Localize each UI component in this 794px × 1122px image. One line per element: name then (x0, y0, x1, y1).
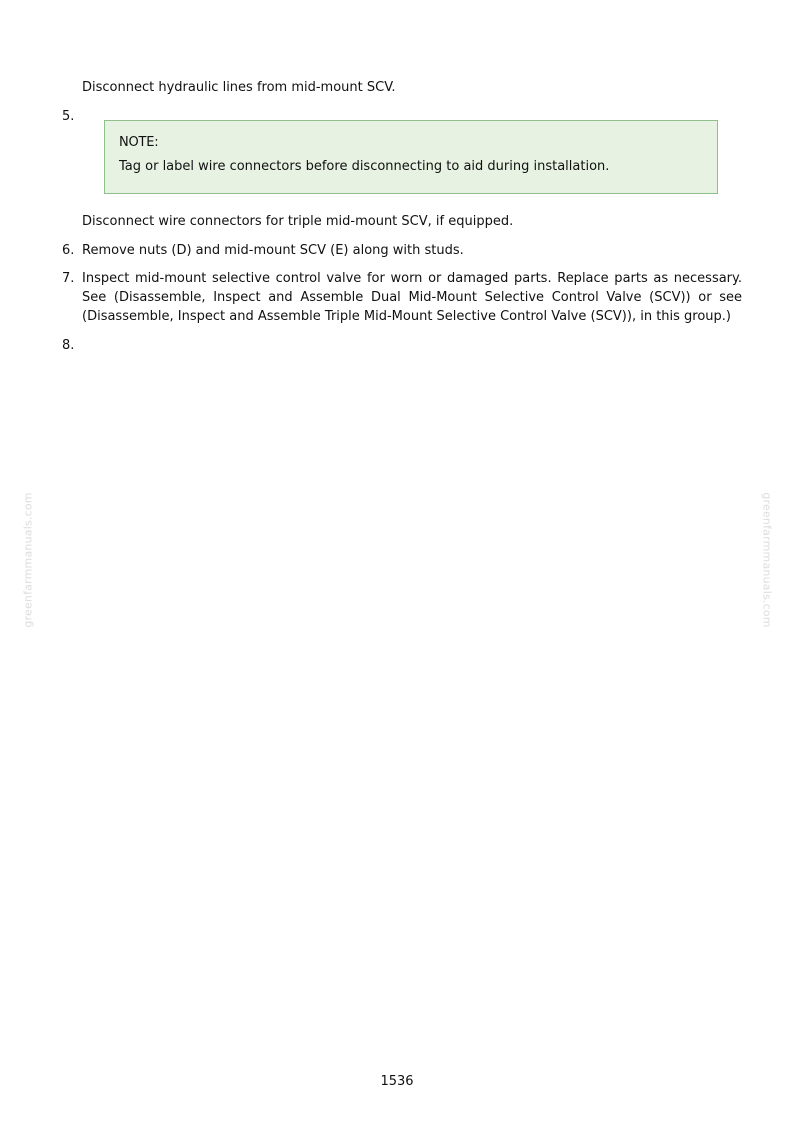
step-7-text: Inspect mid-mount selective control valve for worn or damaged parts. Replace parts as necessary. See (Disassemble, Inspect and Assemble Dual Mid-Mount Selective Control Valve (SCV)) or see (Disassemble, Inspect and Assemble Triple Mid-Mount Selective Control Valve (SCV)), in this group.) (82, 271, 742, 324)
step-number-8: 8. (62, 338, 75, 353)
step-number-5: 5. (62, 109, 75, 124)
note-text: Tag or label wire connectors before disconnecting to aid during installation. (119, 159, 610, 174)
note-title: NOTE: (119, 135, 159, 150)
step-number-6: 6. (62, 243, 75, 258)
watermark-right: greenfarmmanuals.com (760, 492, 774, 628)
step-5-text: Disconnect wire connectors for triple mid-mount SCV, if equipped. (82, 214, 514, 229)
page-number: 1536 (380, 1074, 414, 1089)
note-box (104, 120, 718, 194)
intro-instruction: Disconnect hydraulic lines from mid-mount SCV. (82, 80, 396, 95)
watermark-left: greenfarmmanuals.com (21, 492, 35, 628)
step-6-text: Remove nuts (D) and mid-mount SCV (E) along with studs. (82, 243, 464, 258)
step-number-7: 7. (62, 271, 75, 286)
